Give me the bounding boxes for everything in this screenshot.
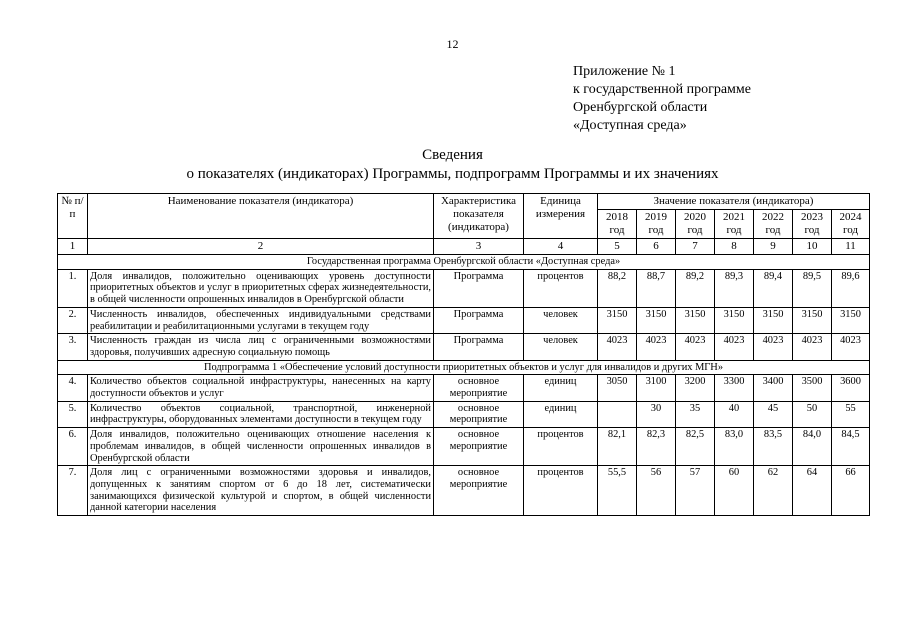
section-row	[58, 255, 870, 270]
row-characteristic: Программа	[434, 269, 524, 307]
row-name: Количество объектов социальной, транспортной, инженерной инфраструктуры, оборудованных элементами доступности в текущем году	[88, 401, 434, 427]
row-characteristic: Программа	[434, 307, 524, 333]
row-value: 3150	[832, 307, 870, 333]
row-value: 89,5	[793, 269, 832, 307]
row-value: 83,0	[715, 428, 754, 466]
row-unit: единиц	[524, 375, 598, 401]
row-name: Доля инвалидов, положительно оценивающих отношение населения к проблемам инвалидов, в общей численности опрошенных инвалидов в Оренбургской области	[88, 428, 434, 466]
row-value: 84,5	[832, 428, 870, 466]
row-value: 89,2	[676, 269, 715, 307]
row-value: 4023	[715, 334, 754, 360]
row-name: Численность инвалидов, обеспеченных индивидуальными средствами реабилитации и реабилитационными услугами в текущем году	[88, 307, 434, 333]
column-number: 8	[715, 239, 754, 255]
header-name: Наименование показателя (индикатора)	[88, 194, 434, 239]
row-value: 82,3	[637, 428, 676, 466]
table-row	[58, 428, 870, 466]
row-value: 56	[637, 466, 676, 516]
column-number: 6	[637, 239, 676, 255]
column-number: 1	[58, 239, 88, 255]
row-value: 82,1	[598, 428, 637, 466]
row-unit: человек	[524, 307, 598, 333]
document-subtitle: о показателях (индикаторах) Программы, подпрограмм Программы и их значениях	[186, 166, 719, 182]
row-value: 64	[793, 466, 832, 516]
row-name: Доля инвалидов, положительно оценивающих уровень доступности приоритетных объектов и услуг в приоритетных сферах жизнедеятельности, в общей численности опрошенных инвалидов в Оренбургской области	[88, 269, 434, 307]
column-number: 5	[598, 239, 637, 255]
row-characteristic: основное мероприятие	[434, 466, 524, 516]
header-year: 2023 год	[793, 210, 832, 239]
header-characteristic: Характеристика показателя (индикатора)	[434, 194, 524, 239]
row-value: 89,6	[832, 269, 870, 307]
appendix-line-1: Приложение № 1	[573, 64, 676, 79]
row-value: 82,5	[676, 428, 715, 466]
row-value: 30	[637, 401, 676, 427]
appendix-line-2: к государственной программе	[573, 82, 751, 97]
header-year: 2018 год	[598, 210, 637, 239]
header-unit: Единица измерения	[524, 194, 598, 239]
column-numbers-row	[58, 239, 870, 255]
row-value: 55,5	[598, 466, 637, 516]
row-value: 62	[754, 466, 793, 516]
row-value: 88,2	[598, 269, 637, 307]
row-value: 3050	[598, 375, 637, 401]
row-value: 3400	[754, 375, 793, 401]
row-value: 3150	[637, 307, 676, 333]
header-year: 2020 год	[676, 210, 715, 239]
row-num: 7.	[58, 466, 88, 516]
table-row	[58, 466, 870, 516]
row-value: 55	[832, 401, 870, 427]
row-value: 3150	[754, 307, 793, 333]
row-value: 57	[676, 466, 715, 516]
column-number: 3	[434, 239, 524, 255]
row-name: Доля лиц с ограниченными возможностями здоровья и инвалидов, допущенных к занятиям спортом от 6 до 18 лет, систематически занимающихся физической культурой и спортом, в общей численности данной категории населения	[88, 466, 434, 516]
page-number: 12	[446, 37, 459, 51]
row-value: 4023	[598, 334, 637, 360]
row-num: 1.	[58, 269, 88, 307]
row-value: 88,7	[637, 269, 676, 307]
row-value: 89,3	[715, 269, 754, 307]
row-value: 3100	[637, 375, 676, 401]
row-value: 89,4	[754, 269, 793, 307]
row-characteristic: основное мероприятие	[434, 375, 524, 401]
row-characteristic: Программа	[434, 334, 524, 360]
row-value: 3150	[793, 307, 832, 333]
row-value: 45	[754, 401, 793, 427]
document-heading	[0, 146, 905, 184]
table-row	[58, 307, 870, 333]
row-num: 2.	[58, 307, 88, 333]
section-program-title: Государственная программа Оренбургской области «Доступная среда»	[58, 255, 870, 270]
row-value: 4023	[793, 334, 832, 360]
row-num: 3.	[58, 334, 88, 360]
row-unit: единиц	[524, 401, 598, 427]
row-value: 3600	[832, 375, 870, 401]
table-row	[58, 334, 870, 360]
column-number: 11	[832, 239, 870, 255]
row-value: 3150	[715, 307, 754, 333]
header-year: 2022 год	[754, 210, 793, 239]
document-title: Сведения	[422, 147, 483, 163]
appendix-line-3: Оренбургской области	[573, 100, 708, 115]
row-value: 66	[832, 466, 870, 516]
row-characteristic: основное мероприятие	[434, 401, 524, 427]
row-value: 84,0	[793, 428, 832, 466]
row-value	[598, 401, 637, 427]
header-year: 2019 год	[637, 210, 676, 239]
row-value: 35	[676, 401, 715, 427]
row-value: 3150	[598, 307, 637, 333]
row-unit: процентов	[524, 466, 598, 516]
row-unit: процентов	[524, 269, 598, 307]
header-value-group: Значение показателя (индикатора)	[598, 194, 870, 210]
row-characteristic: основное мероприятие	[434, 428, 524, 466]
header-row	[58, 194, 870, 210]
appendix-line-4: «Доступная среда»	[573, 118, 687, 133]
row-num: 4.	[58, 375, 88, 401]
row-value: 3300	[715, 375, 754, 401]
appendix-label	[573, 63, 751, 135]
section-row	[58, 360, 870, 375]
row-value: 3150	[676, 307, 715, 333]
section-subprogram-title: Подпрограмма 1 «Обеспечение условий доступности приоритетных объектов и услуг для инвалидов и других МГН»	[58, 360, 870, 375]
column-number: 9	[754, 239, 793, 255]
row-value: 4023	[832, 334, 870, 360]
row-value: 4023	[637, 334, 676, 360]
row-value: 4023	[676, 334, 715, 360]
row-value: 40	[715, 401, 754, 427]
table-row	[58, 401, 870, 427]
header-year: 2024 год	[832, 210, 870, 239]
row-num: 5.	[58, 401, 88, 427]
row-value: 83,5	[754, 428, 793, 466]
table-row	[58, 375, 870, 401]
row-name: Количество объектов социальной инфраструктуры, нанесенных на карту доступности объектов и услуг	[88, 375, 434, 401]
table-row	[58, 269, 870, 307]
column-number: 4	[524, 239, 598, 255]
row-unit: человек	[524, 334, 598, 360]
row-value: 3500	[793, 375, 832, 401]
column-number: 2	[88, 239, 434, 255]
row-value: 50	[793, 401, 832, 427]
row-num: 6.	[58, 428, 88, 466]
row-name: Численность граждан из числа лиц с ограниченными возможностями здоровья, получивших адресную социальную помощь	[88, 334, 434, 360]
header-year: 2021 год	[715, 210, 754, 239]
row-unit: процентов	[524, 428, 598, 466]
row-value: 60	[715, 466, 754, 516]
column-number: 7	[676, 239, 715, 255]
row-value: 3200	[676, 375, 715, 401]
header-num: № п/п	[58, 194, 88, 239]
indicators-table	[57, 193, 870, 516]
row-value: 4023	[754, 334, 793, 360]
column-number: 10	[793, 239, 832, 255]
